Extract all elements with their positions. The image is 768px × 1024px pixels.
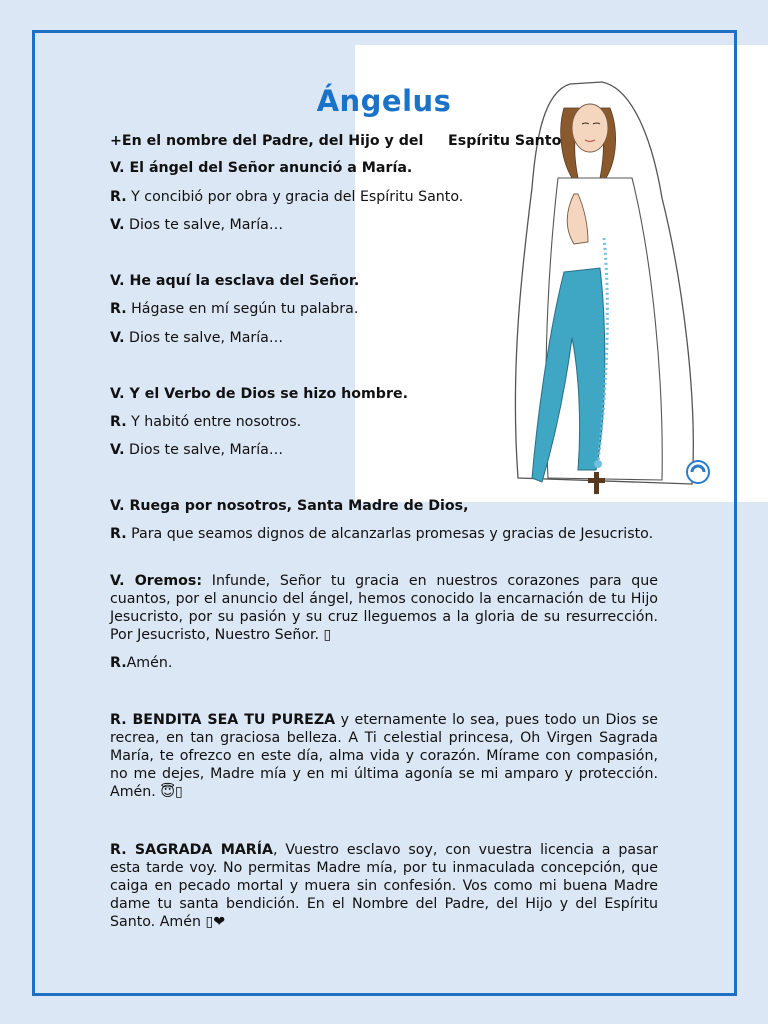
page-title: Ángelus xyxy=(316,84,452,118)
response-2: R. Hágase en mí según tu palabra. xyxy=(110,301,359,317)
ruega-response: R. Para que seamos dignos de alcanzarlas promesas y gracias de Jesucristo. xyxy=(110,526,654,542)
ruega-versicle: V. Ruega por nosotros, Santa Madre de Dios, xyxy=(110,498,469,514)
hail-mary-3: V. Dios te salve, María… xyxy=(110,442,284,458)
oremos-prayer: V. Oremos: Infunde, Señor tu gracia en nuestros corazones para que cuantos, por el anuncio del ángel, hemos conocido la encarnación de tu Hijo Jesucristo, por su pasión y su cruz lleguemos a la gloria de su resurrección. Por Jesucristo, Nuestro Señor. ▯ xyxy=(110,573,659,643)
invocation: +En el nombre del Padre, del Hijo y del Espíritu Santo xyxy=(110,133,562,149)
sagrada-prayer: R. SAGRADA MARÍA, Vuestro esclavo soy, con vuestra licencia a pasar esta tarde voy. No permitas Madre mía, por tu inmaculada concepción, que caiga en pecado mortal y muera sin confesión. Vos como mi buena Madre dame tu santa bendición. En el Nombre del Padre, del Hijo y del Espíritu Santo. Amén ▯❤ xyxy=(110,842,658,930)
versicle-2: V. He aquí la esclava del Señor. xyxy=(110,273,360,289)
versicle-3: V. Y el Verbo de Dios se hizo hombre. xyxy=(110,386,408,402)
response-1: R. Y concibió por obra y gracia del Espíritu Santo. xyxy=(110,189,464,205)
versicle-1: V. El ángel del Señor anunció a María. xyxy=(110,160,413,176)
hail-mary-1: V. Dios te salve, María… xyxy=(110,217,284,233)
hail-mary-2: V. Dios te salve, María… xyxy=(110,330,284,346)
response-3: R. Y habitó entre nosotros. xyxy=(110,414,302,430)
bendita-prayer: R. BENDITA SEA TU PUREZA y eternamente lo sea, pues todo un Dios se recrea, en tan graciosa belleza. A Ti celestial princesa, Oh Virgen Sagrada María, te ofrezco en este día, alma vida y corazón. Mírame con compasión, no me dejes, Madre mía y en mi última agonía se mi amparo y protección. Amén. 😇▯ xyxy=(110,712,658,800)
amen-response: R.Amén. xyxy=(110,655,173,671)
